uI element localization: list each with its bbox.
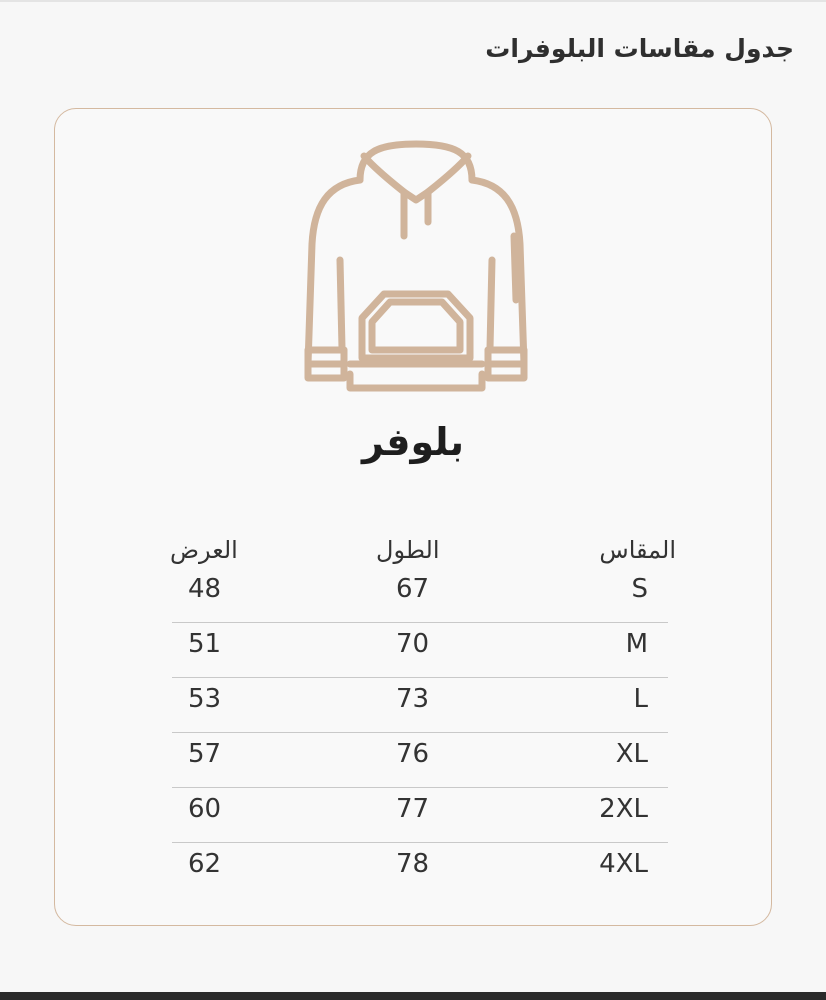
size-table — [172, 568, 668, 898]
cell-size: S — [631, 574, 648, 604]
cell-length: 70 — [396, 629, 430, 659]
cell-width: 57 — [188, 739, 222, 769]
table-row — [172, 843, 668, 898]
cell-width: 53 — [188, 684, 222, 714]
cell-length: 76 — [396, 739, 430, 769]
header-size: المقاس — [599, 536, 676, 564]
cell-size: M — [625, 629, 648, 659]
table-row — [172, 788, 668, 843]
table-row — [172, 568, 668, 623]
cell-length: 78 — [396, 849, 430, 879]
cell-size: 2XL — [599, 794, 648, 824]
product-name: بلوفر — [361, 420, 465, 464]
table-row — [172, 733, 668, 788]
cell-length: 67 — [396, 574, 430, 604]
table-row — [172, 678, 668, 733]
hoodie-icon — [298, 140, 534, 392]
cell-length: 77 — [396, 794, 430, 824]
cell-length: 73 — [396, 684, 430, 714]
table-row — [172, 623, 668, 678]
header-width: العرض — [170, 536, 238, 564]
bottom-bar — [0, 992, 826, 1000]
page-title: جدول مقاسات البلوفرات — [485, 34, 794, 63]
cell-size: L — [633, 684, 648, 714]
cell-width: 48 — [188, 574, 222, 604]
cell-size: XL — [615, 739, 648, 769]
header-length: الطول — [376, 536, 440, 564]
cell-size: 4XL — [599, 849, 648, 879]
cell-width: 62 — [188, 849, 222, 879]
top-divider — [0, 0, 826, 2]
cell-width: 51 — [188, 629, 222, 659]
cell-width: 60 — [188, 794, 222, 824]
